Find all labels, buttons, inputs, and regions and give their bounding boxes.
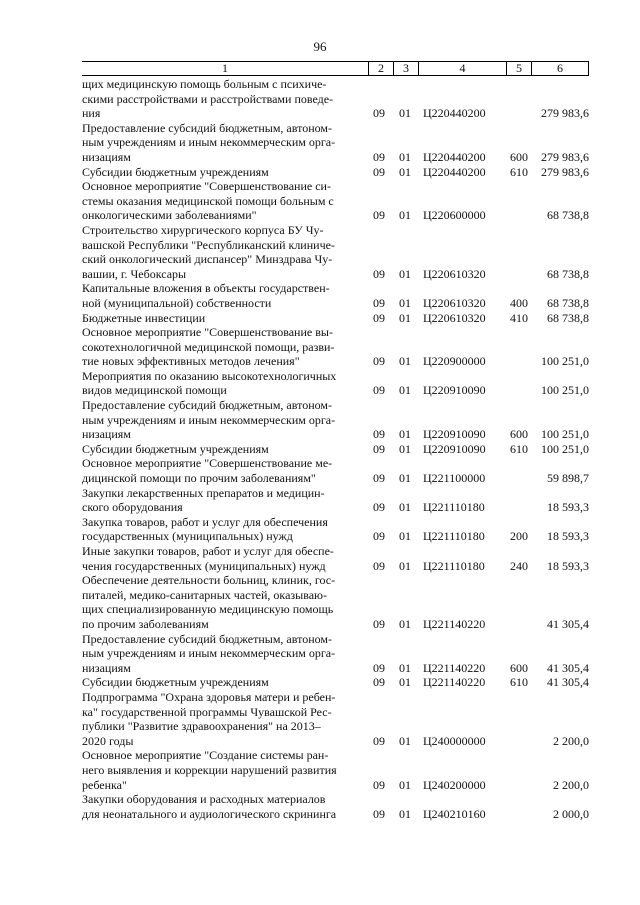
description-line: Капитальные вложения в объекты государствен- — [82, 281, 330, 296]
row-description — [82, 77, 364, 121]
description-line: Предоставление субсидий бюджетным, автоном- — [82, 398, 332, 413]
table-row — [82, 77, 589, 121]
description-line: скими расстройствами и расстройствами поведе- — [82, 91, 334, 106]
section-code: 09 — [373, 164, 385, 179]
subsection-code: 01 — [399, 383, 411, 398]
description-line: Субсидии бюджетным учреждениям — [82, 164, 269, 179]
amount: 18 593,3 — [547, 529, 589, 544]
section-code: 09 — [373, 616, 385, 631]
table-row — [82, 573, 589, 631]
description-line: Субсидии бюджетным учреждениям — [82, 675, 269, 690]
table-row — [82, 486, 589, 515]
table-row — [82, 442, 589, 457]
subsection-code: 01 — [399, 106, 411, 121]
header-col-2: 2 — [368, 62, 393, 75]
subsection-code: 01 — [399, 558, 411, 573]
section-code: 09 — [373, 441, 385, 456]
row-description — [82, 325, 364, 369]
amount: 279 983,6 — [541, 164, 589, 179]
table-header — [82, 61, 589, 76]
description-line: Предоставление субсидий бюджетным, автоном- — [82, 631, 332, 646]
row-description — [82, 748, 364, 792]
description-line: Предоставление субсидий бюджетным, автоном- — [82, 120, 332, 135]
amount: 100 251,0 — [541, 354, 589, 369]
header-col-1: 1 — [222, 61, 228, 75]
table-row — [82, 398, 589, 442]
amount: 100 251,0 — [541, 383, 589, 398]
amount: 100 251,0 — [541, 427, 589, 442]
table-row — [82, 690, 589, 748]
section-code: 09 — [373, 427, 385, 442]
table-row — [82, 311, 589, 326]
subsection-code: 01 — [399, 441, 411, 456]
subsection-code: 01 — [399, 427, 411, 442]
subsection-code: 01 — [399, 660, 411, 675]
target-article-code: Ц221140220 — [423, 675, 486, 690]
description-line: Подпрограмма "Охрана здоровья матери и ребен- — [82, 689, 336, 704]
description-line: ский онкологический диспансер" Минздрава Чу- — [82, 252, 333, 267]
expense-type-code: 610 — [510, 441, 528, 456]
subsection-code: 01 — [399, 149, 411, 164]
row-description — [82, 281, 364, 310]
subsection-code: 01 — [399, 500, 411, 515]
amount: 41 305,4 — [547, 675, 589, 690]
description-line: вашии, г. Чебоксары — [82, 266, 187, 281]
table-row — [82, 792, 589, 821]
expense-type-code: 600 — [510, 427, 528, 442]
section-code: 09 — [373, 806, 385, 821]
description-line: видов медицинской помощи — [82, 383, 227, 398]
description-line: щих специализированную медицинскую помощь — [82, 602, 334, 617]
amount: 279 983,6 — [541, 149, 589, 164]
amount: 2 200,0 — [553, 733, 589, 748]
target-article-code: Ц240210160 — [423, 806, 486, 821]
section-code: 09 — [373, 471, 385, 486]
amount: 279 983,6 — [541, 106, 589, 121]
amount: 68 738,8 — [547, 208, 589, 223]
row-description — [82, 179, 364, 223]
target-article-code: Ц220600000 — [423, 208, 486, 223]
subsection-code: 01 — [399, 733, 411, 748]
target-article-code: Ц240000000 — [423, 733, 486, 748]
table-row — [82, 675, 589, 690]
table-row — [82, 515, 589, 544]
description-line: ным учреждениям и иным некоммерческим орга- — [82, 646, 336, 661]
subsection-code: 01 — [399, 295, 411, 310]
description-line: Закупки оборудования и расходных материалов — [82, 792, 326, 807]
target-article-code: Ц220910090 — [423, 383, 486, 398]
subsection-code: 01 — [399, 806, 411, 821]
header-col-3: 3 — [393, 62, 418, 75]
description-line: ния — [82, 106, 101, 121]
expense-type-code: 600 — [510, 660, 528, 675]
target-article-code: Ц221110180 — [423, 558, 485, 573]
description-line: низациям — [82, 149, 131, 164]
subsection-code: 01 — [399, 266, 411, 281]
header-col-6: 6 — [531, 62, 589, 75]
description-line: питалей, медико-санитарных частей, оказываю- — [82, 587, 328, 602]
table-row — [82, 748, 589, 792]
expense-type-code: 610 — [510, 675, 528, 690]
description-line: стемы оказания медицинской помощи больным с — [82, 193, 334, 208]
amount: 68 738,8 — [547, 310, 589, 325]
row-description — [82, 690, 364, 748]
target-article-code: Ц220910090 — [423, 427, 486, 442]
section-code: 09 — [373, 733, 385, 748]
section-code: 09 — [373, 149, 385, 164]
row-description — [82, 442, 364, 457]
table-row — [82, 179, 589, 223]
description-line: Основное мероприятие "Совершенствование си- — [82, 179, 331, 194]
table-row — [82, 369, 589, 398]
amount: 2 200,0 — [553, 777, 589, 792]
section-code: 09 — [373, 310, 385, 325]
section-code: 09 — [373, 529, 385, 544]
description-line: Бюджетные инвестиции — [82, 310, 206, 325]
target-article-code: Ц221140220 — [423, 616, 486, 631]
expense-type-code: 410 — [510, 310, 528, 325]
description-line: Основное мероприятие "Совершенствование вы- — [82, 325, 333, 340]
target-article-code: Ц240200000 — [423, 777, 486, 792]
description-line: дицинской помощи по прочим заболеваниям" — [82, 471, 316, 486]
amount: 68 738,8 — [547, 295, 589, 310]
section-code: 09 — [373, 266, 385, 281]
description-line: Иные закупки товаров, работ и услуг для обеспе- — [82, 544, 334, 558]
table-row — [82, 544, 589, 573]
subsection-code: 01 — [399, 529, 411, 544]
target-article-code: Ц220440200 — [423, 106, 486, 121]
description-line: ным учреждениям и иным некоммерческим орга- — [82, 135, 336, 150]
description-line: Строительство хирургического корпуса БУ Чу- — [82, 222, 324, 237]
target-article-code: Ц220610320 — [423, 310, 486, 325]
description-line: щих медицинскую помощь больным с психиче- — [82, 77, 327, 91]
description-line: него выявления и коррекции нарушений развития — [82, 762, 337, 777]
amount: 59 898,7 — [547, 471, 589, 486]
expense-type-code: 600 — [510, 149, 528, 164]
amount: 41 305,4 — [547, 616, 589, 631]
description-line: Закупки лекарственных препаратов и медицин- — [82, 485, 325, 500]
section-code: 09 — [373, 295, 385, 310]
row-description — [82, 632, 364, 676]
section-code: 09 — [373, 675, 385, 690]
section-code: 09 — [373, 106, 385, 121]
page-number: 96 — [313, 39, 327, 54]
row-description — [82, 311, 364, 326]
description-line: Мероприятия по оказанию высокотехнологичных — [82, 368, 337, 383]
section-code: 09 — [373, 777, 385, 792]
target-article-code: Ц220440200 — [423, 164, 486, 179]
target-article-code: Ц221140220 — [423, 660, 486, 675]
description-line: онкологическими заболеваниями" — [82, 208, 257, 223]
description-line: Обеспечение деятельности больниц, клиник, гос- — [82, 573, 336, 588]
description-line: ной (муниципальной) собственности — [82, 295, 272, 310]
description-line: ным учреждениям и иным некоммерческим орга- — [82, 412, 336, 427]
header-col-5: 5 — [506, 62, 531, 75]
section-code: 09 — [373, 208, 385, 223]
description-line: Основное мероприятие "Создание системы ран- — [82, 748, 329, 763]
subsection-code: 01 — [399, 208, 411, 223]
amount: 41 305,4 — [547, 660, 589, 675]
subsection-code: 01 — [399, 164, 411, 179]
row-description — [82, 456, 364, 485]
amount: 18 593,3 — [547, 500, 589, 515]
target-article-code: Ц221110180 — [423, 529, 485, 544]
target-article-code: Ц220610320 — [423, 266, 486, 281]
amount: 18 593,3 — [547, 558, 589, 573]
description-line: Закупка товаров, работ и услуг для обеспечения — [82, 514, 328, 529]
subsection-code: 01 — [399, 471, 411, 486]
section-code: 09 — [373, 660, 385, 675]
expense-type-code: 240 — [510, 558, 528, 573]
amount: 2 000,0 — [553, 806, 589, 821]
description-line: вашской Республики "Республиканский клиниче- — [82, 237, 335, 252]
target-article-code: Ц221100000 — [423, 471, 486, 486]
subsection-code: 01 — [399, 354, 411, 369]
description-line: по прочим заболеваниям — [82, 616, 209, 631]
row-description — [82, 486, 364, 515]
amount: 100 251,0 — [541, 441, 589, 456]
subsection-code: 01 — [399, 675, 411, 690]
description-line: низациям — [82, 660, 131, 675]
subsection-code: 01 — [399, 616, 411, 631]
expense-type-code: 200 — [510, 529, 528, 544]
description-line: ского оборудования — [82, 500, 183, 515]
row-description — [82, 369, 364, 398]
description-line: ка" государственной программы Чувашской Рес- — [82, 704, 332, 719]
row-description — [82, 515, 364, 544]
target-article-code: Ц221110180 — [423, 500, 485, 515]
amount: 68 738,8 — [547, 266, 589, 281]
subsection-code: 01 — [399, 777, 411, 792]
section-code: 09 — [373, 500, 385, 515]
table-body — [82, 77, 589, 821]
table-row — [82, 456, 589, 485]
row-description — [82, 675, 364, 690]
row-description — [82, 792, 364, 821]
row-description — [82, 223, 364, 281]
table-row — [82, 325, 589, 369]
expense-type-code: 400 — [510, 295, 528, 310]
table-row — [82, 223, 589, 281]
table-row — [82, 281, 589, 310]
description-line: 2020 годы — [82, 733, 134, 748]
table-row — [82, 121, 589, 165]
description-line: низациям — [82, 427, 131, 442]
section-code: 09 — [373, 354, 385, 369]
description-line: Субсидии бюджетным учреждениям — [82, 441, 269, 456]
row-description — [82, 573, 364, 631]
row-description — [82, 544, 364, 573]
description-line: публики "Развитие здравоохранения" на 2013– — [82, 719, 321, 734]
row-description — [82, 165, 364, 180]
target-article-code: Ц220610320 — [423, 295, 486, 310]
description-line: чения государственных (муниципальных) нужд — [82, 558, 326, 573]
description-line: ребенка" — [82, 777, 127, 792]
row-description — [82, 398, 364, 442]
description-line: для неонатального и аудиологического скрининга — [82, 806, 337, 821]
subsection-code: 01 — [399, 310, 411, 325]
target-article-code: Ц220440200 — [423, 149, 486, 164]
section-code: 09 — [373, 383, 385, 398]
row-description — [82, 121, 364, 165]
description-line: тие новых эффективных методов лечения" — [82, 354, 300, 369]
header-col-4: 4 — [418, 62, 506, 75]
description-line: сокотехнологичной медицинской помощи, разви- — [82, 339, 335, 354]
description-line: государственных (муниципальных) нужд — [82, 529, 293, 544]
target-article-code: Ц220900000 — [423, 354, 486, 369]
section-code: 09 — [373, 558, 385, 573]
target-article-code: Ц220910090 — [423, 441, 486, 456]
table-row — [82, 165, 589, 180]
description-line: Основное мероприятие "Совершенствование ме- — [82, 456, 333, 471]
table-row — [82, 632, 589, 676]
expense-type-code: 610 — [510, 164, 528, 179]
